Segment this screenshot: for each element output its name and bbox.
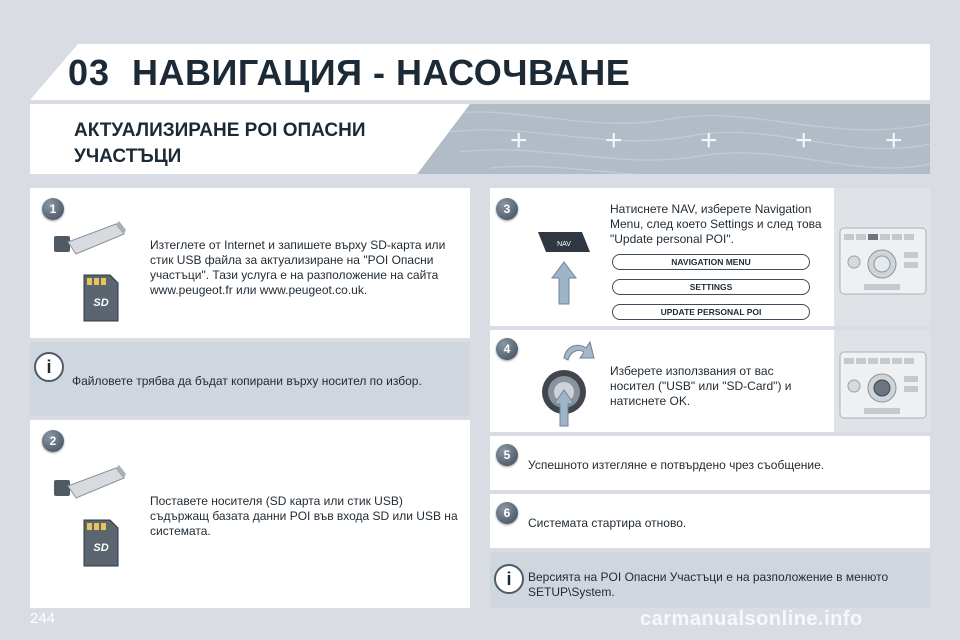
nav-key-label: NAV xyxy=(557,241,571,248)
radio-unit-illustration xyxy=(834,330,930,432)
section-subtitle: АКТУАЛИЗИРАНЕ POI ОПАСНИ УЧАСТЪЦИ xyxy=(74,120,366,167)
step-number-badge: 6 xyxy=(496,502,518,524)
watermark: carmanualsonline.info xyxy=(640,608,863,630)
step-4-text: Изберете използвания от вас носител ("USB" или "SD-Card") и натиснете OK. xyxy=(610,364,792,408)
step-number-badge: 5 xyxy=(496,444,518,466)
step-number-badge: 3 xyxy=(496,198,518,220)
page-number: 244 xyxy=(30,610,56,627)
svg-text:SD: SD xyxy=(93,542,109,554)
sd-card-icon xyxy=(82,273,120,323)
plus-mark-icon: + xyxy=(700,124,718,157)
rotary-knob-illustration xyxy=(534,336,600,428)
usb-stick-icon xyxy=(50,218,130,268)
step-number-badge: 1 xyxy=(42,198,64,220)
step-6-text: Системата стартира отново. xyxy=(528,516,687,530)
info-icon: i xyxy=(34,352,64,382)
note-2-panel xyxy=(490,552,930,608)
chapter-number: 03 xyxy=(68,52,111,93)
step-1-panel xyxy=(30,188,470,338)
plus-mark-icon: + xyxy=(510,124,528,157)
step-3-text: Натиснете NAV, изберете Navigation Menu, след което Settings и след това "Update personal POI". xyxy=(610,202,822,246)
note-2-text: Версията на POI Опасни Участъци е на разположение в менюто SETUP\System. xyxy=(528,570,889,599)
step-4-panel xyxy=(490,330,930,432)
step-5-panel xyxy=(490,436,930,490)
plus-mark-icon: + xyxy=(885,124,903,157)
note-1-text: Файловете трябва да бъдат копирани върху носител по избор. xyxy=(72,374,422,388)
menu-item-navigation-menu: NAVIGATION MENU xyxy=(612,254,810,270)
menu-item-settings: SETTINGS xyxy=(612,279,810,295)
svg-text:SD: SD xyxy=(93,297,109,309)
step-number-badge: 2 xyxy=(42,430,64,452)
step-2-panel xyxy=(30,420,470,608)
step-5-text: Успешното изтегляне е потвърдено чрез съобщение. xyxy=(528,458,825,472)
usb-stick-icon xyxy=(50,462,130,512)
step-1-text: Изтеглете от Internet и запишете върху SD-карта или стик USB файла за актуализиране на "POI Опасни участъци". Тази услуга е на разположение на сайта www.peugeot.fr или www.peugeot.co.uk. xyxy=(150,238,446,297)
sd-card-icon xyxy=(82,518,120,568)
menu-item-update-personal-poi: UPDATE PERSONAL POI xyxy=(612,304,810,320)
page-title: НАВИГАЦИЯ - НАСОЧВАНЕ xyxy=(132,52,631,93)
plus-mark-icon: + xyxy=(605,124,623,157)
note-1-panel xyxy=(30,342,470,416)
radio-unit-illustration xyxy=(834,188,930,326)
step-number-badge: 4 xyxy=(496,338,518,360)
info-icon: i xyxy=(494,564,524,594)
step-6-panel xyxy=(490,494,930,548)
step-3-panel xyxy=(490,188,930,326)
nav-button-illustration xyxy=(534,222,594,312)
step-2-text: Поставете носителя (SD карта или стик USB) съдържащ базата данни POI във входа SD или USB на системата. xyxy=(150,494,458,538)
plus-mark-icon: + xyxy=(795,124,813,157)
